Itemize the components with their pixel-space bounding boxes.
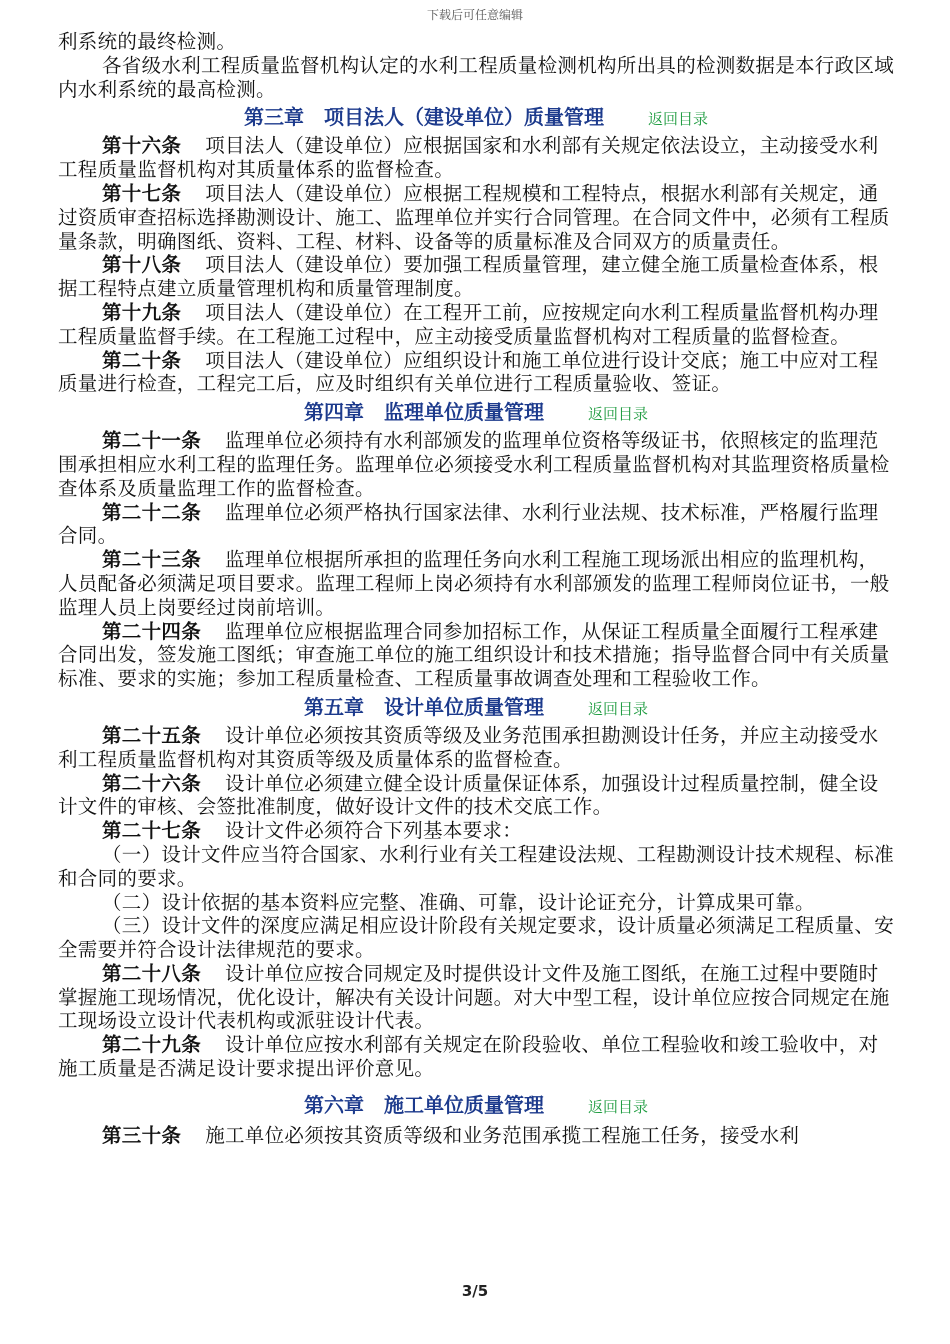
chapter-title: 第三章 项目法人（建设单位）质量管理: [243, 105, 604, 130]
article: [58, 429, 894, 500]
page-header: 下载后可任意编辑: [426, 8, 523, 22]
article-text: 项目法人（建设单位）应组织设计和施工单位进行设计交底；施工中应对工程质量进行检查，工程完工后，应及时组织有关单位进行工程质量验收、签证。: [58, 348, 879, 396]
article: [58, 620, 894, 691]
article-text: 施工单位必须按其资质等级和业务范围承揽工程施工任务，接受水利: [205, 1123, 800, 1147]
article-number: 第十九条: [102, 300, 182, 324]
article-number: 第二十四条: [102, 619, 202, 643]
paragraph: 利系统的最终检测。: [58, 30, 237, 53]
article: [58, 134, 894, 182]
article-text: 监理单位必须严格执行国家法律、水利行业法规、技术标准，严格履行监理合同。: [58, 500, 879, 548]
article: [58, 301, 894, 349]
article: [58, 819, 894, 843]
page-number: 3/5: [461, 1282, 489, 1300]
list-item: （一）设计文件应当符合国家、水利行业有关工程建设法规、工程勘测设计技术规程、标准和合同的要求。: [58, 842, 895, 890]
article-text: 项目法人（建设单位）应根据国家和水利部有关规定依法设立，主动接受水利工程质量监督机构对其质量体系的监督检查。: [58, 134, 879, 182]
article-text: 项目法人（建设单位）应根据工程规模和工程特点，根据水利部有关规定，通过资质审查招标选择勘测设计、施工、监理单位并实行合同管理。在合同文件中，必须有工程质量条款，明确图纸、资料、工程、材料、设备等的质量标准及合同双方的质量责任。: [58, 181, 890, 253]
document-body: [58, 30, 894, 1148]
article-text: 设计单位应按合同规定及时提供设计文件及施工图纸，在施工过程中要随时掌握施工现场情况，优化设计，解决有关设计问题。对大中型工程，设计单位应按合同规定在施工现场设立设计代表机构或派驻设计代表。: [58, 961, 890, 1033]
article-number: 第三十条: [102, 1123, 182, 1147]
article-number: 第二十五条: [102, 723, 202, 747]
chapter-heading: [58, 398, 894, 428]
article-text: 项目法人（建设单位）要加强工程质量管理，建立健全施工质量检查体系，根据工程特点建立质量管理机构和质量管理制度。: [58, 253, 879, 301]
back-to-toc-link[interactable]: 返回目录: [647, 110, 708, 129]
article: [58, 962, 894, 1033]
chapter-heading: [58, 693, 894, 723]
article: [58, 182, 894, 253]
article-text: 设计单位必须建立健全设计质量保证体系，加强设计过程质量控制，健全设计文件的审核、会签批准制度，做好设计文件的技术交底工作。: [58, 771, 879, 819]
article-text: 监理单位必须持有水利部颁发的监理单位资格等级证书，依照核定的监理范围承担相应水利工程的监理任务。监理单位必须接受水利工程质量监督机构对其监理资格质量检查体系及质量监理工作的监督检查。: [58, 429, 890, 500]
article-text: 设计文件必须符合下列基本要求：: [225, 819, 523, 843]
paragraph: 各省级水利工程质量监督机构认定的水利工程质量检测机构所出具的检测数据是本行政区域内水利系统的最高检测。: [58, 53, 895, 101]
article: [58, 724, 894, 772]
article-number: 第二十二条: [102, 500, 202, 524]
article-text: 设计单位必须按其资质等级及业务范围承担勘测设计任务，并应主动接受水利工程质量监督机构对其资质等级及质量体系的监督检查。: [58, 723, 879, 771]
back-to-toc-link[interactable]: 返回目录: [587, 405, 648, 424]
chapter-title: 第六章 施工单位质量管理: [303, 1092, 544, 1117]
article: [58, 253, 894, 301]
article-text: 设计单位应按水利部有关规定在阶段验收、单位工程验收和竣工验收中，对施工质量是否满足设计要求提出评价意见。: [58, 1033, 879, 1081]
article: [58, 772, 894, 820]
article-number: 第十七条: [102, 181, 182, 205]
article-number: 第十八条: [102, 253, 182, 277]
chapter-heading: [58, 103, 894, 133]
article: [58, 349, 894, 397]
article-number: 第二十七条: [102, 819, 202, 843]
list-item: （三）设计文件的深度应满足相应设计阶段有关规定要求，设计质量必须满足工程质量、安全需要并符合设计法律规范的要求。: [58, 914, 895, 962]
article-text: 监理单位根据所承担的监理任务向水利工程施工现场派出相应的监理机构，人员配备必须满足项目要求。监理工程师上岗必须持有水利部颁发的监理工程师岗位证书，一般监理人员上岗要经过岗前培训。: [58, 548, 890, 619]
article-number: 第二十条: [102, 348, 182, 372]
article-text: 项目法人（建设单位）在工程开工前，应按规定向水利工程质量监督机构办理工程质量监督手续。在工程施工过程中，应主动接受质量监督机构对工程质量的监督检查。: [58, 300, 879, 348]
article-number: 第二十一条: [102, 429, 202, 453]
article-number: 第二十八条: [102, 961, 202, 985]
chapter-heading: [58, 1091, 894, 1121]
list-item: （二）设计依据的基本资料应完整、准确、可靠，设计论证充分，计算成果可靠。: [102, 890, 815, 914]
article-number: 第十六条: [102, 134, 182, 158]
chapter-title: 第四章 监理单位质量管理: [303, 400, 544, 425]
article: [58, 548, 894, 619]
back-to-toc-link[interactable]: 返回目录: [587, 1097, 648, 1116]
article: [58, 1033, 894, 1081]
article-text: 监理单位应根据监理合同参加招标工作，从保证工程质量全面履行工程承建合同出发，签发施工图纸；审查施工单位的施工组织设计和技术措施；指导监督合同中有关质量标准、要求的实施；参加工程质量检查、工程质量事故调查处理和工程验收工作。: [58, 619, 890, 691]
article: [58, 501, 894, 549]
article-number: 第二十九条: [102, 1033, 202, 1057]
chapter-title: 第五章 设计单位质量管理: [303, 694, 544, 719]
article-number: 第二十三条: [102, 548, 202, 572]
back-to-toc-link[interactable]: 返回目录: [587, 699, 648, 718]
article-number: 第二十六条: [102, 771, 202, 795]
article: [58, 1124, 894, 1148]
